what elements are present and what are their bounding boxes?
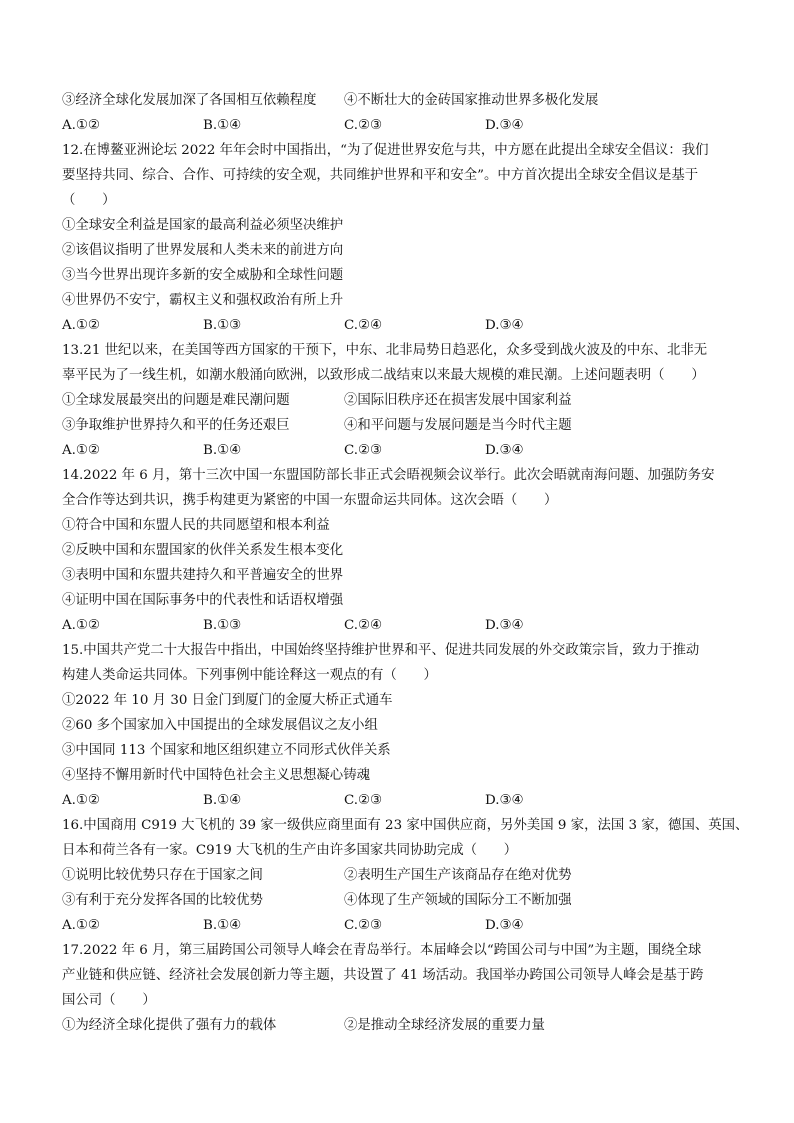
choice-b: B.①④	[203, 793, 242, 808]
statement-pair	[62, 413, 742, 438]
answer-choices	[62, 788, 742, 813]
statement: ①2022 年 10 月 30 日金门到厦门的金厦大桥正式通车	[62, 693, 393, 708]
statement: ④不断壮大的金砖国家推动世界多极化发展	[344, 93, 599, 108]
choice-c: C.②③	[344, 793, 383, 808]
statement: ②该倡议指明了世界发展和人类未来的前进方向	[62, 243, 344, 258]
question-stem: 国公司（ ）	[62, 993, 156, 1008]
choice-d: D.③④	[485, 443, 524, 458]
statement: ③争取维护世界持久和平的任务还艰巨	[62, 418, 290, 433]
choice-d: D.③④	[485, 318, 524, 333]
question-stem: 辜平民为了一线生机，如潮水般涌向欧洲，以致形成二战结束以来最大规模的难民潮。上述问题表明（ ）	[62, 368, 705, 383]
question-stem: 15.中国共产党二十大报告中指出，中国始终坚持维护世界和平、促进共同发展的外交政策宗旨，致力于推动	[62, 643, 700, 658]
statement: ③有利于充分发挥各国的比较优势	[62, 893, 263, 908]
answer-choices	[62, 438, 742, 463]
statement: ①全球发展最突出的问题是难民潮问题	[62, 393, 290, 408]
statement: ①为经济全球化提供了强有力的载体	[62, 1018, 277, 1033]
choice-b: B.①④	[203, 118, 242, 133]
question-17	[62, 938, 742, 1038]
statement: ③经济全球化发展加深了各国相互依赖程度	[62, 93, 317, 108]
question-stem: 17.2022 年 6 月，第三届跨国公司领导人峰会在青岛举行。本届峰会以“跨国公司与中国”为主题，围绕全球	[62, 943, 702, 958]
statement: ①全球安全利益是国家的最高利益必须坚决维护	[62, 218, 344, 233]
statement: ④世界仍不安宁，霸权主义和强权政治有所上升	[62, 293, 344, 308]
choice-b: B.①④	[203, 443, 242, 458]
choice-a: A.①②	[62, 793, 100, 808]
statement: ③当今世界出现许多新的安全威胁和全球性问题	[62, 268, 344, 283]
question-stem: 全合作等达到共识，携手构建更为紧密的中国一东盟命运共同体。这次会晤（ ）	[62, 493, 558, 508]
answer-choices	[62, 313, 742, 338]
choice-c: C.②③	[344, 118, 383, 133]
choice-b: B.①③	[203, 318, 242, 333]
statement-pair	[62, 888, 742, 913]
statement-pair	[62, 388, 742, 413]
choice-a: A.①②	[62, 318, 100, 333]
question-stem: 日本和荷兰各有一家。C919 大飞机的生产由许多国家共同协助完成（ ）	[62, 843, 518, 858]
choice-d: D.③④	[485, 793, 524, 808]
choice-c: C.②③	[344, 443, 383, 458]
answer-choices	[62, 613, 742, 638]
question-15	[62, 638, 742, 813]
answer-choices	[62, 913, 742, 938]
question-stem: 构建人类命运共同体。下列事例中能诠释这一观点的有（ ）	[62, 668, 437, 683]
question-stem: 产业链和供应链、经济社会发展创新力等主题，共设置了 41 场活动。我国举办跨国公司领导人峰会是基于跨	[62, 968, 704, 983]
choice-a: A.①②	[62, 618, 100, 633]
choice-b: B.①④	[203, 918, 242, 933]
exam-page	[62, 88, 749, 1038]
statement: ②国际旧秩序还在损害发展中国家利益	[344, 393, 572, 408]
question-stem: 14.2022 年 6 月，第十三次中国一东盟国防部长非正式会晤视频会议举行。此次会晤就南海问题、加强防务安	[62, 468, 715, 483]
question-stem: 12.在博鳌亚洲论坛 2022 年年会时中国指出，“为了促进世界安危与共，中方愿在此提出全球安全倡议：我们	[62, 143, 709, 158]
statement: ②60 多个国家加入中国提出的全球发展倡议之友小组	[62, 718, 378, 733]
statement-pair	[62, 863, 742, 888]
question-stem: （ ）	[62, 193, 116, 208]
choice-a: A.①②	[62, 443, 100, 458]
statement: ②表明生产国生产该商品存在绝对优势	[344, 868, 572, 883]
statement-pair	[62, 1013, 742, 1038]
choice-c: C.②④	[344, 318, 383, 333]
choice-d: D.③④	[485, 918, 524, 933]
choice-a: A.①②	[62, 918, 100, 933]
statement: ①说明比较优势只存在于国家之间	[62, 868, 263, 883]
statement: ④坚持不懈用新时代中国特色社会主义思想凝心铸魂	[62, 768, 370, 783]
statement: ②是推动全球经济发展的重要力量	[344, 1018, 545, 1033]
question-16	[62, 813, 749, 938]
statement: ③表明中国和东盟共建持久和平普遍安全的世界	[62, 568, 344, 583]
statement: ④证明中国在国际事务中的代表性和话语权增强	[62, 593, 344, 608]
statement-pair	[62, 88, 742, 113]
statement: ④体现了生产领域的国际分工不断加强	[344, 893, 572, 908]
statement: ①符合中国和东盟人民的共同愿望和根本利益	[62, 518, 330, 533]
question-stem: 要坚持共同、综合、合作、可持续的安全观，共同维护世界和平和安全”。中方首次提出全球安全倡议是基于	[62, 168, 699, 183]
choice-d: D.③④	[485, 618, 524, 633]
choice-c: C.②③	[344, 918, 383, 933]
question-stem: 13.21 世纪以来，在美国等西方国家的干预下，中东、北非局势日趋恶化，众多受到战火波及的中东、北非无	[62, 343, 708, 358]
choice-d: D.③④	[485, 118, 524, 133]
statement: ②反映中国和东盟国家的伙伴关系发生根本变化	[62, 543, 344, 558]
statement: ④和平问题与发展问题是当今时代主题	[344, 418, 572, 433]
question-14	[62, 463, 742, 638]
statement: ③中国同 113 个国家和地区组织建立不同形式伙伴关系	[62, 743, 391, 758]
question-13	[62, 338, 742, 463]
choice-a: A.①②	[62, 118, 100, 133]
choice-b: B.①③	[203, 618, 242, 633]
choice-c: C.②④	[344, 618, 383, 633]
question-12	[62, 138, 742, 338]
answer-choices	[62, 113, 742, 138]
question-stem: 16.中国商用 C919 大飞机的 39 家一级供应商里面有 23 家中国供应商，另外美国 9 家，法国 3 家，德国、英国、	[62, 818, 749, 833]
